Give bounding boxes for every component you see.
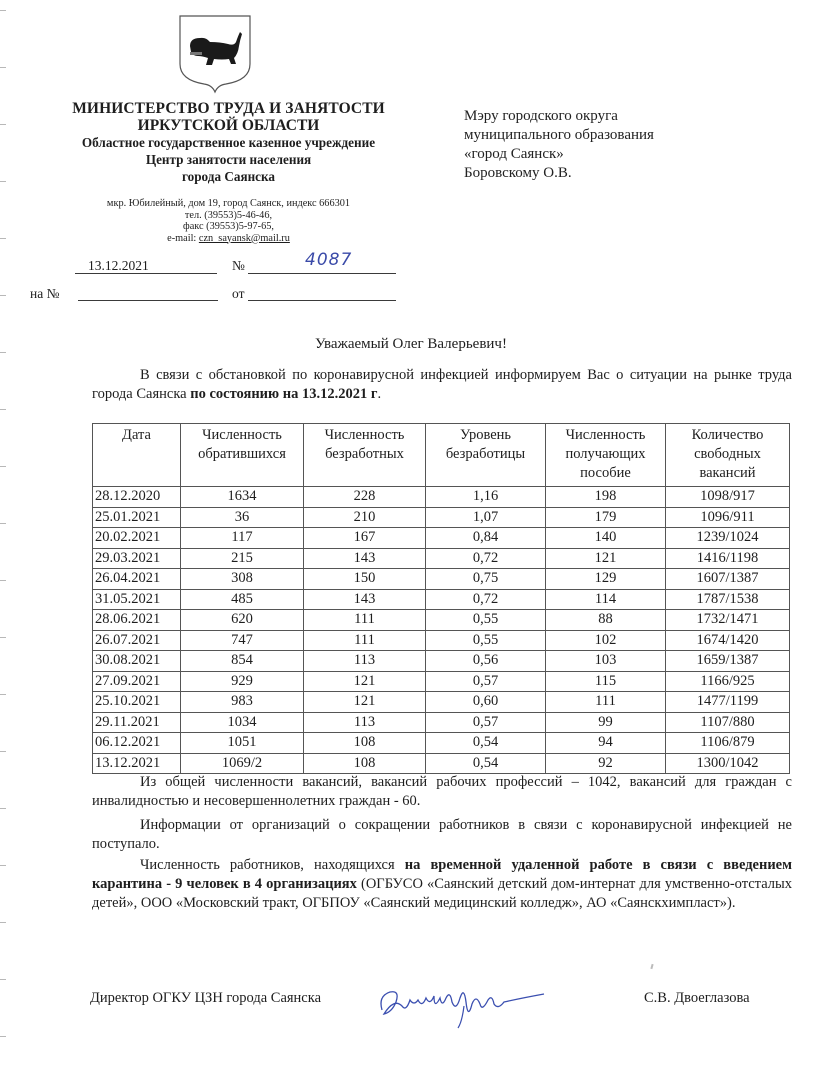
labor-market-table xyxy=(92,423,790,774)
recipient-block xyxy=(464,107,654,183)
cell-vacancies: 1477/1199 xyxy=(666,692,790,713)
cell-unemployed: 210 xyxy=(304,507,426,528)
cell-unemployed: 113 xyxy=(304,712,426,733)
cell-unemployment-rate: 0,72 xyxy=(426,548,546,569)
cell-benefit-recipients: 111 xyxy=(546,692,666,713)
table-row xyxy=(93,733,790,754)
cell-benefit-recipients: 115 xyxy=(546,671,666,692)
header-benefit-recipients: Численность получающих пособие xyxy=(546,424,666,487)
cell-vacancies: 1659/1387 xyxy=(666,651,790,672)
table-row xyxy=(93,753,790,774)
header-vacancies: Количество свободных вакансий xyxy=(666,424,790,487)
scan-tick xyxy=(0,238,6,239)
table-row xyxy=(93,692,790,713)
cell-date: 31.05.2021 xyxy=(93,589,181,610)
cell-unemployed: 143 xyxy=(304,548,426,569)
cell-unemployed: 113 xyxy=(304,651,426,672)
table-row xyxy=(93,507,790,528)
intro-paragraph xyxy=(92,366,792,404)
cell-unemployed: 121 xyxy=(304,671,426,692)
cell-applicants: 215 xyxy=(181,548,304,569)
cell-applicants: 620 xyxy=(181,610,304,631)
cell-benefit-recipients: 179 xyxy=(546,507,666,528)
table-row xyxy=(93,569,790,590)
email-line xyxy=(56,233,401,245)
intro-end: . xyxy=(377,386,382,402)
cell-applicants: 854 xyxy=(181,651,304,672)
cell-vacancies: 1107/880 xyxy=(666,712,790,733)
number-label: № xyxy=(232,258,245,273)
intro-date-bold: по состоянию на 13.12.2021 г xyxy=(190,386,378,402)
cell-benefit-recipients: 92 xyxy=(546,753,666,774)
cell-unemployed: 111 xyxy=(304,610,426,631)
cell-unemployment-rate: 1,07 xyxy=(426,507,546,528)
layoffs-paragraph xyxy=(92,816,792,854)
organization-header xyxy=(56,100,401,185)
ministry-name-line1: МИНИСТЕРСТВО ТРУДА И ЗАНЯТОСТИ xyxy=(72,100,385,117)
cell-unemployment-rate: 0,57 xyxy=(426,712,546,733)
cell-unemployment-rate: 0,84 xyxy=(426,528,546,549)
cell-date: 20.02.2021 xyxy=(93,528,181,549)
cell-date: 28.12.2020 xyxy=(93,487,181,508)
cell-date: 06.12.2021 xyxy=(93,733,181,754)
cell-applicants: 117 xyxy=(181,528,304,549)
scan-tick xyxy=(0,10,6,11)
header-unemployed: Численность безработных xyxy=(304,424,426,487)
institution-line2: Центр занятости населения xyxy=(145,152,312,167)
scan-tick xyxy=(0,637,6,638)
contact-block xyxy=(56,198,401,244)
header-unemployment-rate: Уровень безработицы xyxy=(426,424,546,487)
table-row xyxy=(93,528,790,549)
remote-text-start: Численность работников, находящихся xyxy=(140,857,405,873)
cell-benefit-recipients: 99 xyxy=(546,712,666,733)
cell-unemployed: 167 xyxy=(304,528,426,549)
greeting: Уважаемый Олег Валерьевич! xyxy=(315,336,507,352)
table-row xyxy=(93,712,790,733)
date-underline xyxy=(75,273,217,274)
address: мкр. Юбилейный, дом 19, город Саянск, индекс 666301 xyxy=(106,198,351,209)
table-header-row xyxy=(93,424,790,487)
table-row xyxy=(93,651,790,672)
cell-vacancies: 1098/917 xyxy=(666,487,790,508)
cell-applicants: 983 xyxy=(181,692,304,713)
phone: тел. (39553)5-46-46, xyxy=(184,209,273,221)
cell-date: 29.03.2021 xyxy=(93,548,181,569)
cell-unemployment-rate: 0,55 xyxy=(426,630,546,651)
cell-applicants: 1634 xyxy=(181,487,304,508)
cell-unemployment-rate: 0,56 xyxy=(426,651,546,672)
vacancies-paragraph xyxy=(92,773,792,811)
coat-of-arms-icon xyxy=(176,12,254,94)
cell-vacancies: 1166/925 xyxy=(666,671,790,692)
recipient-line3: «город Саянск» xyxy=(464,146,564,162)
cell-unemployment-rate: 0,54 xyxy=(426,733,546,754)
layoffs-text: Информации от организаций о сокращении работников в связи с коронавирусной инфекцией не поступало. xyxy=(92,817,792,852)
cell-benefit-recipients: 94 xyxy=(546,733,666,754)
cell-date: 28.06.2021 xyxy=(93,610,181,631)
cell-benefit-recipients: 103 xyxy=(546,651,666,672)
cell-unemployed: 143 xyxy=(304,589,426,610)
cell-benefit-recipients: 121 xyxy=(546,548,666,569)
cell-date: 13.12.2021 xyxy=(93,753,181,774)
ref-date-underline xyxy=(248,300,396,301)
scan-tick xyxy=(0,67,6,68)
vacancies-text: Из общей численности вакансий, вакансий рабочих профессий – 1042, вакансий для граждан с инвалидностью и несовершеннолетних граждан - 60. xyxy=(92,774,792,809)
signatory-title: Директор ОГКУ ЦЗН города Саянска xyxy=(90,990,322,1006)
institution-line3: города Саянска xyxy=(181,169,276,184)
cell-applicants: 308 xyxy=(181,569,304,590)
cell-benefit-recipients: 140 xyxy=(546,528,666,549)
cell-benefit-recipients: 114 xyxy=(546,589,666,610)
cell-unemployment-rate: 1,16 xyxy=(426,487,546,508)
cell-date: 25.10.2021 xyxy=(93,692,181,713)
cell-vacancies: 1300/1042 xyxy=(666,753,790,774)
scan-tick xyxy=(0,808,6,809)
cell-vacancies: 1674/1420 xyxy=(666,630,790,651)
ref-number-label: на № xyxy=(30,286,60,301)
remote-text-bold: на временной удаленной работе в связи с введением карантина - 9 человек в 4 организациях xyxy=(92,857,792,892)
cell-benefit-recipients: 102 xyxy=(546,630,666,651)
header-applicants: Численность обратившихся xyxy=(181,424,304,487)
cell-vacancies: 1787/1538 xyxy=(666,589,790,610)
cell-unemployed: 150 xyxy=(304,569,426,590)
cell-unemployed: 111 xyxy=(304,630,426,651)
cell-benefit-recipients: 198 xyxy=(546,487,666,508)
cell-applicants: 36 xyxy=(181,507,304,528)
cell-vacancies: 1239/1024 xyxy=(666,528,790,549)
table-row xyxy=(93,671,790,692)
cell-date: 30.08.2021 xyxy=(93,651,181,672)
scan-tick xyxy=(0,751,6,752)
cell-unemployment-rate: 0,54 xyxy=(426,753,546,774)
scan-tick xyxy=(0,181,6,182)
letter-number-handwritten: 4087 xyxy=(305,250,353,270)
cell-date: 29.11.2021 xyxy=(93,712,181,733)
recipient-line2: муниципального образования xyxy=(464,127,654,143)
cell-vacancies: 1607/1387 xyxy=(666,569,790,590)
remote-text-end: (ОГБУСО «Саянский детский дом-интернат для умственно-отсталых детей», ООО «Московский тракт, ОГБПОУ «Саянский медицинский колледж», АО «Саянскхимпласт»). xyxy=(92,876,792,911)
scan-tick xyxy=(0,694,6,695)
scan-speck xyxy=(650,964,653,969)
cell-unemployed: 121 xyxy=(304,692,426,713)
scan-tick xyxy=(0,922,6,923)
scan-tick xyxy=(0,409,6,410)
cell-unemployment-rate: 0,57 xyxy=(426,671,546,692)
cell-date: 27.09.2021 xyxy=(93,671,181,692)
scan-tick xyxy=(0,523,6,524)
cell-vacancies: 1732/1471 xyxy=(666,610,790,631)
cell-applicants: 929 xyxy=(181,671,304,692)
cell-unemployment-rate: 0,55 xyxy=(426,610,546,631)
intro-text: В связи с обстановкой по коронавирусной инфекцией информируем Вас о ситуации на рынке труда города Саянска xyxy=(92,367,792,402)
cell-benefit-recipients: 88 xyxy=(546,610,666,631)
cell-unemployed: 108 xyxy=(304,733,426,754)
cell-vacancies: 1096/911 xyxy=(666,507,790,528)
table-row xyxy=(93,630,790,651)
ministry-name-line2: ИРКУТСКОЙ ОБЛАСТИ xyxy=(137,117,320,134)
table-row xyxy=(93,548,790,569)
cell-date: 26.04.2021 xyxy=(93,569,181,590)
scan-tick xyxy=(0,979,6,980)
scan-tick xyxy=(0,1036,6,1037)
table-row xyxy=(93,610,790,631)
recipient-line1: Мэру городского округа xyxy=(464,108,618,124)
cell-date: 25.01.2021 xyxy=(93,507,181,528)
fax: факс (39553)5-97-65, xyxy=(183,221,274,232)
cell-vacancies: 1106/879 xyxy=(666,733,790,754)
cell-vacancies: 1416/1198 xyxy=(666,548,790,569)
cell-date: 26.07.2021 xyxy=(93,630,181,651)
cell-applicants: 1069/2 xyxy=(181,753,304,774)
ref-date-label: от xyxy=(232,286,245,301)
cell-applicants: 747 xyxy=(181,630,304,651)
cell-applicants: 485 xyxy=(181,589,304,610)
cell-unemployed: 108 xyxy=(304,753,426,774)
table-row xyxy=(93,589,790,610)
number-underline xyxy=(248,273,396,274)
cell-unemployment-rate: 0,75 xyxy=(426,569,546,590)
scan-tick xyxy=(0,865,6,866)
cell-unemployment-rate: 0,72 xyxy=(426,589,546,610)
signatory-name: С.В. Двоеглазова xyxy=(644,990,750,1006)
letter-date: 13.12.2021 xyxy=(88,258,149,273)
institution-line1: Областное государственное казенное учреждение xyxy=(81,135,376,150)
cell-unemployed: 228 xyxy=(304,487,426,508)
header-date: Дата xyxy=(93,424,181,487)
scan-tick xyxy=(0,466,6,467)
remote-work-paragraph xyxy=(92,856,792,913)
cell-applicants: 1034 xyxy=(181,712,304,733)
email-label: e-mail: xyxy=(167,232,199,244)
table-body xyxy=(93,487,790,774)
cell-benefit-recipients: 129 xyxy=(546,569,666,590)
cell-unemployment-rate: 0,60 xyxy=(426,692,546,713)
scan-tick xyxy=(0,295,6,296)
email-link[interactable]: czn_sayansk@mail.ru xyxy=(198,232,290,244)
cell-applicants: 1051 xyxy=(181,733,304,754)
ref-number-underline xyxy=(78,300,218,301)
handwritten-signature-icon xyxy=(372,976,562,1032)
table-row xyxy=(93,487,790,508)
scan-tick xyxy=(0,580,6,581)
recipient-line4: Боровскому О.В. xyxy=(464,165,572,181)
scan-tick xyxy=(0,124,6,125)
